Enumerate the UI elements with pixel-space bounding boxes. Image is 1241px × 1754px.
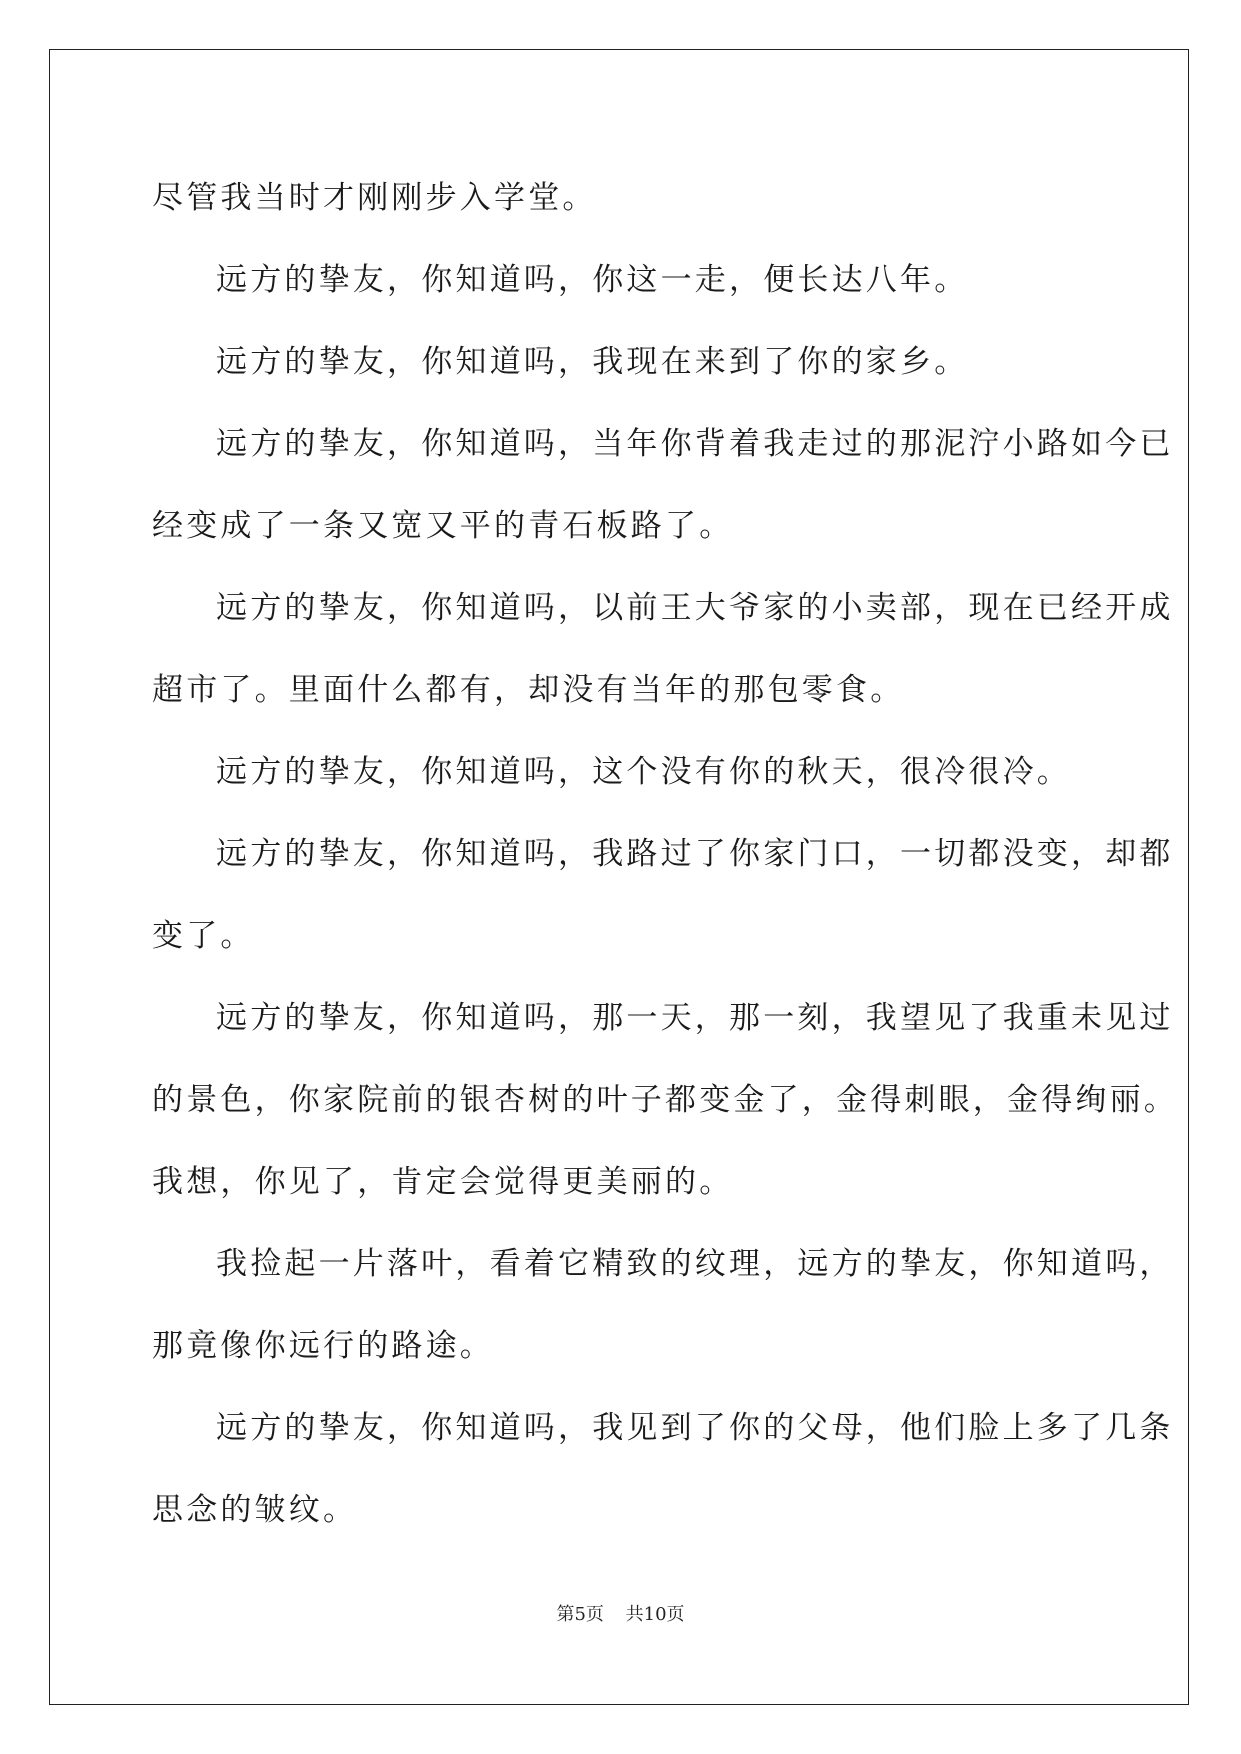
text-line: 远方的挚友，你知道吗，我现在来到了你的家乡。: [216, 344, 969, 380]
text-line: 远方的挚友，你知道吗，这个没有你的秋天，很冷很冷。: [216, 754, 1071, 790]
text-line: 远方的挚友，你知道吗，当年你背着我走过的那泥泞小路如今已: [216, 426, 1174, 462]
text-line: 远方的挚友，你知道吗，你这一走，便长达八年。: [216, 262, 969, 298]
document-body: [152, 157, 1178, 1551]
page-footer: [0, 1600, 1241, 1626]
text-line: 的景色，你家院前的银杏树的叶子都变金了，金得刺眼，金得绚丽。: [152, 1082, 1178, 1118]
text-line: 远方的挚友，你知道吗，那一天，那一刻，我望见了我重未见过: [216, 1000, 1174, 1036]
page-number: 第5页: [556, 1604, 604, 1625]
text-line: 尽管我当时才刚刚步入学堂。: [152, 180, 597, 216]
text-line: 远方的挚友，你知道吗，我见到了你的父母，他们脸上多了几条: [216, 1410, 1174, 1446]
text-line: 远方的挚友，你知道吗，我路过了你家门口，一切都没变，却都: [216, 836, 1174, 872]
text-line: 思念的皱纹。: [152, 1492, 358, 1528]
text-line: 我想，你见了，肯定会觉得更美丽的。: [152, 1164, 734, 1200]
text-line: 远方的挚友，你知道吗，以前王大爷家的小卖部，现在已经开成: [216, 590, 1174, 626]
text-line: 变了。: [152, 918, 255, 954]
text-line: 经变成了一条又宽又平的青石板路了。: [152, 508, 734, 544]
text-line: 我捡起一片落叶，看着它精致的纹理，远方的挚友，你知道吗，: [216, 1246, 1174, 1282]
text-line: 那竟像你远行的路途。: [152, 1328, 494, 1364]
text-line: 超市了。里面什么都有，却没有当年的那包零食。: [152, 672, 905, 708]
page-total: 共10页: [625, 1604, 685, 1625]
